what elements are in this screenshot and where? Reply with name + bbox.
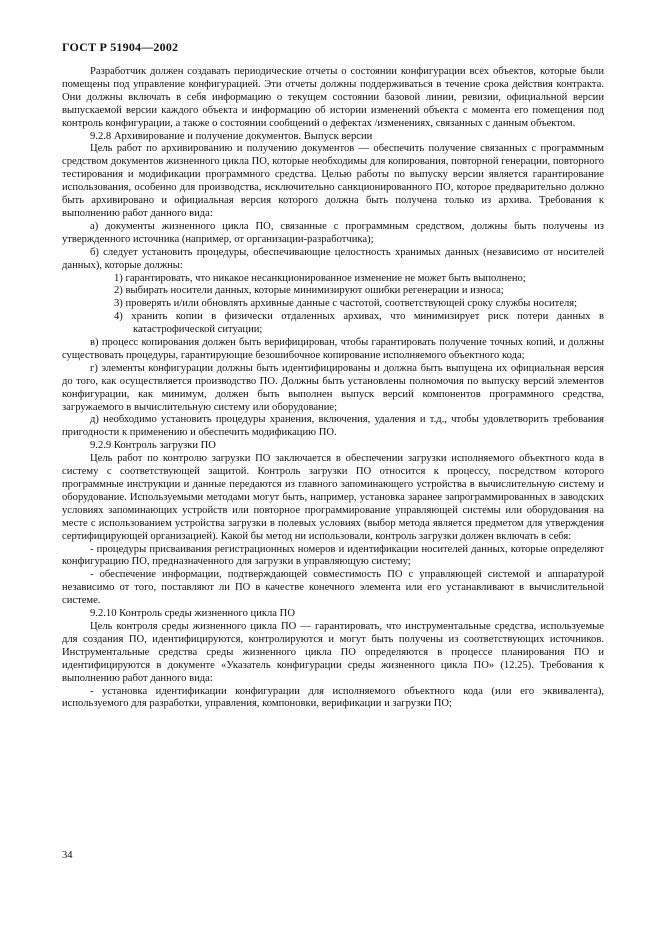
sub-list-item-2: 2) выбирать носители данных, которые минимизируют ошибки регенерации и износа; [114, 285, 504, 297]
list-item-v: в) процесс копирования должен быть верифицирован, чтобы гарантировать получение точных копий, и должны существовать процедуры, гарантирующие безошибочное копирование исполняемого объектного кода; [62, 337, 604, 361]
sub-list-item-3: 3) проверять и/или обновлять архивные данные с частотой, соответствующей сроку службы носителя; [114, 298, 578, 310]
section-heading-9-2-9: 9.2.9 Контроль загрузки ПО [90, 440, 216, 452]
page-number: 34 [62, 850, 73, 861]
paragraph: Цель работ по контролю загрузки ПО заключается в обеспечении загрузки исполняемого объектного кода в систему с соответствующей защитой. Контроль загрузки ПО относится к процессу, посредством которого программные инструкции и данные передаются из главного запоминающего устройства в вычислительную систему и оборудование. Используемыми методами могут быть, например, установка заранее запрограммированных в заводских условиях запоминающих устройств или повторное программирование управляющей системы или оборудования на месте с использованием устройства загрузки в полевых условиях (выбор метода является предметом для утверждения сертифицирующей организацией). Какой бы метод ни использовали, контроль загрузки должен включать в себя: [62, 453, 604, 542]
sub-list-item-1: 1) гарантировать, что никакое несанкционированное изменение не может быть выполнено; [114, 272, 526, 284]
document-body [62, 66, 604, 711]
list-item-a: а) документы жизненного цикла ПО, связанные с программным средством, должны быть получены из утвержденного источника (например, от организации-разработчика); [62, 220, 604, 245]
dash-list-item: - установка идентификации конфигурации для исполняемого объектного кода (или его эквивалента), используемого для разработки, управления, компоновки, верификации и загрузки ПО; [62, 685, 604, 710]
section-heading-9-2-10: 9.2.10 Контроль среды жизненного цикла ПО [90, 608, 295, 620]
paragraph: Разработчик должен создавать периодические отчеты о состоянии конфигурации всех объектов, которые были помещены под управление конфигурацией. Эти отчеты должны поддерживаться в течение срока действия контракта. Они должны включать в себя информацию о текущем состоянии базовой линии, ревизии, официальной версии выпускаемой версии каждого объекта и информацию об истории изменений объекта с момента его помещения под контроль конфигурации, а также о состоянии сообщений о дефектах /изменениях, связанных с данным объектом. [62, 66, 604, 129]
list-item-g: г) элементы конфигурации должны быть идентифицированы и должна быть выпущена их официальная версия до того, как осуществляется производство ПО. Должны быть установлены полномочия по выпуску версий элементов конфигурации, как минимум, должен быть выполнен выпуск версий компонентов программного средства, загружаемого в вычислительную систему или оборудование; [62, 362, 604, 413]
standard-header: ГОСТ Р 51904—2002 [62, 40, 179, 54]
dash-list-item: - обеспечение информации, подтверждающей совместимость ПО с управляющей системой и аппаратурой независимо от того, поставляют ли ПО в качестве конечного элемента или его устанавливают в вычислительной системе. [62, 569, 604, 607]
paragraph: Цель контроля среды жизненного цикла ПО — гарантировать, что инструментальные средства, используемые для создания ПО, идентифицируются, контролируются и могут быть получены из соответствующих источников. Инструментальные средства среды жизненного цикла ПО определяются в процессе планирования ПО и идентифицируются в документе «Указатель конфигурации среды жизненного цикла ПО» (12.25). Требования к выполнению работ данного вида: [62, 620, 604, 684]
section-heading-9-2-8: 9.2.8 Архивирование и получение документов. Выпуск версии [90, 130, 373, 142]
list-item-d: д) необходимо установить процедуры хранения, включения, удаления и т.д., чтобы удовлетворить требования пригодности к применению и обеспечить модификацию ПО. [62, 414, 604, 439]
sub-list-item-4: 4) хранить копии в физически отдаленных архивах, что минимизирует риск потери данных в катастрофической ситуации; [114, 311, 604, 336]
dash-list-item: - процедуры присваивания регистрационных номеров и идентификации носителей данных, которые определяют конфигурацию ПО, предназначенного для загрузки в управляющую систему; [62, 543, 604, 568]
list-item-b: б) следует установить процедуры, обеспечивающие целостность хранимых данных (независимо от носителей данных), которые должны: [62, 246, 604, 271]
paragraph: Цель работ по архивированию и получению документов — обеспечить получение связанных с программным средством документов жизненного цикла ПО, которые необходимы для копирования, повторной генерации, повторного тестирования и модификации программного средства. Целью работы по выпуску версии является гарантирование использования, особенно для производства, исключительно санкционированного ПО, которое предварительно должно быть архивировано и официальная версия которого должна быть получена только из архива. Требования к выполнению работ данного вида: [62, 143, 604, 219]
